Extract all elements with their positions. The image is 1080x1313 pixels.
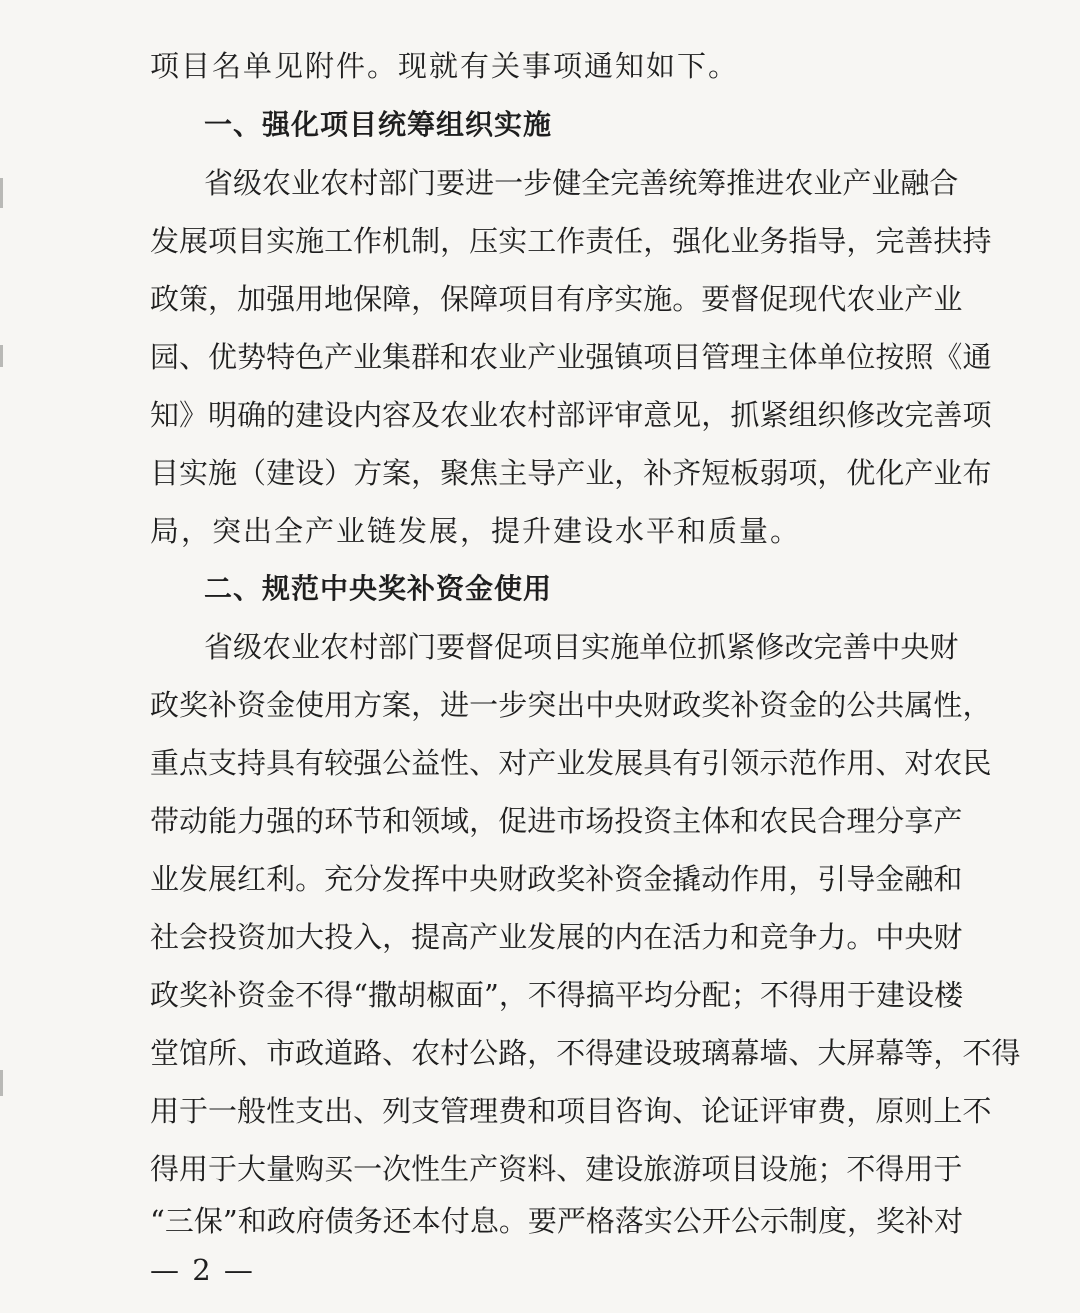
text-line-8: 局，突出全产业链发展，提升建设水平和质量。	[150, 514, 802, 548]
text-line-5: 园 、 优 势 特 色 产 业 集 群 和 农 业 产 业 强 镇 项 目 管 理 主 体 单 位 按 照 《 通	[150, 340, 992, 374]
scan-edge-mark	[0, 1070, 3, 1096]
text-line-14: 业 发 展 红 利 。 充 分 发 挥 中 央 财 政 奖 补 资 金 撬 动 作 用 ， 引 导 金 融 和	[150, 862, 963, 896]
text-line-3: 发 展 项 目 实 施 工 作 机 制 ， 压 实 工 作 责 任 ， 强 化 业 务 指 导 ， 完 善 扶 持	[150, 224, 992, 258]
page-number: — 2 —	[150, 1253, 255, 1287]
text-line-7: 目 实 施 （ 建 设 ） 方 案 ， 聚 焦 主 导 产 业 ， 补 齐 短 板 弱 项 ， 优 化 产 业 布	[150, 456, 992, 490]
text-line-2: 省 级 农 业 农 村 部 门 要 进 一 步 健 全 完 善 统 筹 推 进 农 业 产 业 融 合	[204, 166, 959, 200]
text-line-15: 社 会 投 资 加 大 投 入 ， 提 高 产 业 发 展 的 内 在 活 力 和 竞 争 力 。 中 央 财	[150, 920, 963, 954]
text-line-11: 政 奖 补 资 金 使 用 方 案 ， 进 一 步 突 出 中 央 财 政 奖 补 资 金 的 公 共 属 性 ，	[150, 688, 992, 722]
scan-edge-mark	[0, 345, 3, 367]
section-heading-1: 一、强化项目统筹组织实施	[204, 108, 553, 141]
text-line-0: 项目名单见附件。现就有关事项通知如下。	[150, 49, 740, 83]
text-line-10: 省 级 农 业 农 村 部 门 要 督 促 项 目 实 施 单 位 抓 紧 修 改 完 善 中 央 财	[204, 630, 959, 664]
text-line-18: 用 于 一 般 性 支 出 、 列 支 管 理 费 和 项 目 咨 询 、 论 证 评 审 费 ， 原 则 上 不	[150, 1094, 992, 1128]
section-heading-2: 二、规范中央奖补资金使用	[204, 572, 553, 605]
text-line-19: 得 用 于 大 量 购 买 一 次 性 生 产 资 料 、 建 设 旅 游 项 目 设 施 ； 不 得 用 于	[150, 1152, 963, 1186]
scan-edge-mark	[0, 178, 3, 208]
text-line-13: 带 动 能 力 强 的 环 节 和 领 域 ， 促 进 市 场 投 资 主 体 和 农 民 合 理 分 享 产	[150, 804, 963, 838]
text-line-17: 堂 馆 所 、 市 政 道 路 、 农 村 公 路 ， 不 得 建 设 玻 璃 幕 墙 、 大 屏 幕 等 ， 不 得	[150, 1036, 1021, 1070]
text-line-6: 知 》 明 确 的 建 设 内 容 及 农 业 农 村 部 评 审 意 见 ， 抓 紧 组 织 修 改 完 善 项	[150, 398, 992, 432]
text-line-12: 重 点 支 持 具 有 较 强 公 益 性 、 对 产 业 发 展 具 有 引 领 示 范 作 用 、 对 农 民	[150, 746, 992, 780]
text-line-4: 政 策 ， 加 强 用 地 保 障 ， 保 障 项 目 有 序 实 施 。 要 督 促 现 代 农 业 产 业	[150, 282, 963, 316]
text-line-16: 政 奖 补 资 金 不 得 “ 撒 胡 椒 面 ” ， 不 得 搞 平 均 分 配 ； 不 得 用 于 建 设 楼	[150, 978, 964, 1012]
text-line-20: “ 三 保 ” 和 政 府 债 务 还 本 付 息 。 要 严 格 落 实 公 开 公 示 制 度 ， 奖 补 对	[150, 1204, 964, 1238]
